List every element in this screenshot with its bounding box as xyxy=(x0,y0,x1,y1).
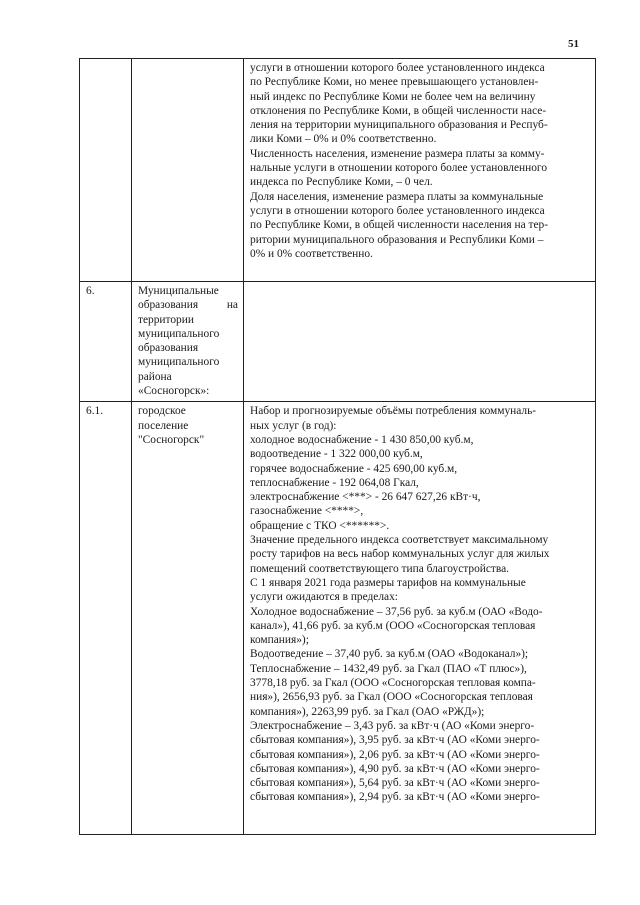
row-number-cell xyxy=(80,59,132,282)
text-line: Набор и прогнозируемые объёмы потребления коммуналь- xyxy=(250,405,537,418)
text-line: сбытовая компания»), 4,90 руб. за кВт·ч (АО «Коми энерго- xyxy=(250,762,540,775)
text-line: компания»); xyxy=(250,634,309,647)
text-line: 0% и 0% соответственно. xyxy=(250,247,373,260)
table-row-6-1 xyxy=(80,402,596,835)
text-line: ный индекс по Республике Коми не более чем на величину xyxy=(250,90,536,103)
text-line: Электроснабжение – 3,43 руб. за кВт·ч (АО «Коми энерго- xyxy=(250,719,535,732)
text-line: индекса по Республике Коми, – 0 чел. xyxy=(250,176,433,189)
text-line: холодное водоснабжение - 1 430 850,00 куб.м, xyxy=(250,433,474,446)
text-line: по Республике Коми, в общей численности населения на тер- xyxy=(250,219,549,232)
text-line: услуги в отношении которого более установленного индекса xyxy=(250,62,545,74)
content-lines xyxy=(250,404,590,804)
row-name-cell: Муниципальные образования на территории муниципального образования муниципального района «Сосногорск»: xyxy=(132,282,244,402)
text-line: сбытовая компания»), 2,06 руб. за кВт·ч (АО «Коми энерго- xyxy=(250,748,540,761)
content-lines xyxy=(250,61,590,261)
text-line: водоотведение - 1 322 000,00 куб.м, xyxy=(250,448,423,461)
text-line: сбытовая компания»), 3,95 руб. за кВт·ч (АО «Коми энерго- xyxy=(250,734,540,747)
text-line: обращение с ТКО <******>. xyxy=(250,519,390,532)
text-line: компания»), 2263,99 руб. за Гкал (ОАО «РЖД»); xyxy=(250,705,485,718)
text-line: канал»), 41,66 руб. за куб.м (ООО «Сосногорская тепловая xyxy=(250,619,536,632)
row-name-cell: городское поселение "Сосногорск" xyxy=(132,402,244,835)
text-line: услуги в отношении которого более установленного индекса xyxy=(250,204,545,217)
text-line: теплоснабжение - 192 064,08 Гкал, xyxy=(250,476,419,489)
row-content-cell xyxy=(244,59,596,282)
text-line: Значение предельного индекса соответствует максимальному xyxy=(250,534,549,547)
text-line: Доля населения, изменение размера платы за коммунальные xyxy=(250,190,544,203)
text-line: газоснабжение <****>, xyxy=(250,505,364,518)
row-number-cell: 6.1. xyxy=(80,402,132,835)
text-line: Теплоснабжение – 1432,49 руб. за Гкал (ПАО «Т плюс»), xyxy=(250,662,527,675)
text-line: по Республике Коми, но менее превышающего установлен- xyxy=(250,76,539,89)
text-line: С 1 января 2021 года размеры тарифов на коммунальные xyxy=(250,576,526,589)
text-line: ния»), 2656,93 руб. за Гкал (ООО «Сосногорская тепловая xyxy=(250,691,533,704)
document-table xyxy=(79,58,596,835)
text-line: сбытовая компания»), 5,64 руб. за кВт·ч (АО «Коми энерго- xyxy=(250,777,540,790)
text-line: Численность населения, изменение размера платы за комму- xyxy=(250,147,545,160)
text-line: 3778,18 руб. за Гкал (ООО «Сосногорская тепловая компа- xyxy=(250,677,536,690)
text-line: нальные услуги в отношении которого более установленного xyxy=(250,162,548,175)
text-line: лики Коми – 0% и 0% соответственно. xyxy=(250,133,437,146)
text-line: ления на территории муниципального образования и Респуб- xyxy=(250,119,548,132)
text-line: росту тарифов на весь набор коммунальных услуг для жилых xyxy=(250,548,550,561)
text-line: отклонения по Республике Коми, в общей численности насе- xyxy=(250,104,547,117)
text-line: помещений соответствующего типа благоустройства. xyxy=(250,562,510,575)
text-line: услуги ожидаются в пределах: xyxy=(250,591,398,604)
row-content-cell xyxy=(244,402,596,835)
text-line: сбытовая компания»), 2,94 руб. за кВт·ч (АО «Коми энерго- xyxy=(250,791,540,804)
text-line: горячее водоснабжение - 425 690,00 куб.м, xyxy=(250,462,458,475)
text-line: Холодное водоснабжение – 37,56 руб. за куб.м (ОАО «Водо- xyxy=(250,605,543,618)
row-number-cell: 6. xyxy=(80,282,132,402)
text-line: Водоотведение – 37,40 руб. за куб.м (ОАО «Водоканал»); xyxy=(250,648,529,661)
text-line: ных услуг (в год): xyxy=(250,419,337,432)
text-line: электроснабжение <***> - 26 647 627,26 кВт·ч, xyxy=(250,491,481,504)
page-number: 51 xyxy=(568,38,579,50)
text-line: ритории муниципального образования и Республики Коми – xyxy=(250,233,544,246)
table-row-6 xyxy=(80,282,596,402)
row-content-cell xyxy=(244,282,596,402)
table-row-continuation xyxy=(80,59,596,282)
row-name-cell xyxy=(132,59,244,282)
